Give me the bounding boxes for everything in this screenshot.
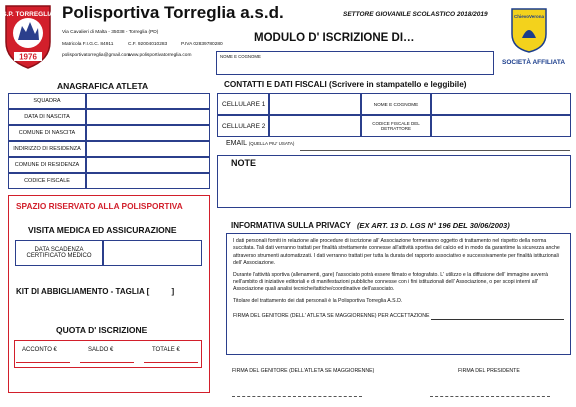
contatti-title: CONTATTI E DATI FISCALI (Scrivere in stampatello e leggibile)	[224, 80, 467, 89]
saldo-field[interactable]	[80, 362, 134, 363]
firma-accettazione-label: FIRMA DEL GENITORE (DELL' ATLETA SE MAGGIORENNE) PER ACCETTAZIONE	[233, 313, 430, 319]
privacy-box	[226, 233, 571, 355]
quota-table	[14, 340, 202, 368]
codice-fiscale-detrattore-label: CODICE FISCALE DEL DETRATTORE	[361, 115, 431, 137]
club-logo-year: 1976	[19, 52, 37, 62]
nome-cognome-label: NOME E COGNOME	[220, 54, 261, 59]
firma-genitore-label: FIRMA DEL GENITORE (DELL'ATLETA SE MAGGIORENNE)	[232, 368, 375, 374]
anagrafica-field[interactable]	[86, 141, 210, 157]
totale-field[interactable]	[144, 362, 198, 363]
anagrafica-label: INDIRIZZO DI RESIDENZA	[8, 141, 86, 157]
privacy-title: INFORMATIVA SULLA PRIVACY (EX ART. 13 D. LGS N° 196 DEL 30/06/2003)	[231, 221, 510, 230]
cellulare-2-label: CELLULARE 2	[217, 115, 269, 137]
firma-presidente-field[interactable]	[430, 396, 550, 397]
saldo-label: SALDO €	[88, 347, 114, 353]
visita-title: VISITA MEDICA ED ASSICURAZIONE	[28, 225, 177, 235]
anagrafica-label: SQUADRA	[8, 93, 86, 109]
scadenza-field[interactable]	[103, 240, 202, 266]
cellulare-1-label: CELLULARE 1	[217, 93, 269, 115]
privacy-paragraph-3: Titolare del trattamento dei dati personali è la Polisportiva Torreglia A.S.D.	[233, 297, 403, 304]
anagrafica-label: COMUNE DI NASCITA	[8, 125, 86, 141]
settore-label: SETTORE GIOVANILE SCOLASTICO 2018/2019	[343, 11, 488, 18]
anagrafica-field[interactable]	[86, 109, 210, 125]
firma-presidente-label: FIRMA DEL PRESIDENTE	[458, 368, 520, 374]
club-matricola: Matricola F.I.G.C. 84911	[62, 42, 114, 47]
anagrafica-field[interactable]	[86, 157, 210, 173]
anagrafica-label: COMUNE DI RESIDENZA	[8, 157, 86, 173]
acconto-field[interactable]	[16, 362, 70, 363]
anagrafica-field[interactable]	[86, 173, 210, 189]
anagrafica-label: CODICE FISCALE	[8, 173, 86, 189]
module-title: MODULO D' ISCRIZIONE DI…	[254, 32, 415, 44]
nome-cognome-field[interactable]	[216, 51, 494, 75]
scadenza-label: DATA SCADENZA CERTIFICATO MEDICO	[15, 240, 103, 266]
anagrafica-title: ANAGRAFICA ATLETA	[57, 81, 149, 91]
club-web: www.polisportivatorreglia.com	[128, 53, 192, 58]
riservato-title: SPAZIO RISERVATO ALLA POLISPORTIVA	[16, 201, 183, 211]
privacy-paragraph-2: Durante l'attività sportiva (allenamenti, gare) l'associato potrà essere filmato e fotografato. L' utilizzo e la diffusione dell' immagine avverrà nell'ambito di iniziative editoriali e di manifestazioni pubbliche connesse con i fini istituzionali dell' Associazione, o per scopi interni all' Associazione quali analisi tecniche/tattiche/coordinative dell'associato.	[233, 271, 548, 293]
club-address: Via Cavalieri di Malta - 35038 - Torreglia (PD)	[62, 30, 159, 35]
firma-accettazione-field[interactable]	[431, 314, 564, 320]
note-field[interactable]	[217, 155, 571, 208]
acconto-label: ACCONTO €	[22, 347, 57, 353]
club-logo	[2, 2, 54, 70]
totale-label: TOTALE €	[152, 347, 180, 353]
firma-genitore-field[interactable]	[232, 396, 362, 397]
club-cf: C.F. 92004010283	[128, 42, 168, 47]
club-title: Polisportiva Torreglia a.s.d.	[62, 3, 284, 22]
partner-logo	[508, 6, 550, 54]
cellulare-1-field[interactable]	[269, 93, 361, 115]
anagrafica-field[interactable]	[86, 125, 210, 141]
club-logo-text: S.P. TORREGLIA	[2, 11, 54, 18]
email-note: (QUELLA PIU' USATA)	[248, 141, 295, 146]
codice-fiscale-detrattore-field[interactable]	[431, 115, 571, 137]
privacy-paragraph-1: I dati personali forniti in relazione alle procedure di iscrizione all' Associazione formeranno oggetto di trattamento nel rispetto della norma succitata. Tali dati verranno trattati per finalità strettamente connesse all'attività sportiva del calcio ed in modo da garantirne la sicurezza anche attraverso strumenti automatizzati. I dati verranno trattati per tutta la durata del rapporto associativo e successivamente per finalità istituzionali dell' Associazione.	[233, 238, 560, 267]
kit-label: KIT DI ABBIGLIAMENTO - TAGLIA [ ]	[16, 287, 175, 296]
contatti-nome-field[interactable]	[431, 93, 571, 115]
anagrafica-label: DATA DI NASCITA	[8, 109, 86, 125]
email-label: EMAIL (QUELLA PIU' USATA)	[226, 140, 295, 147]
email-field[interactable]	[300, 150, 570, 151]
privacy-ref: (EX ART. 13 D. LGS N° 196 DEL 30/06/2003)	[356, 221, 510, 230]
club-piva: P.IVA 02839780280	[181, 42, 223, 47]
note-label: NOTE	[231, 158, 257, 168]
partner-label: SOCIETÀ AFFILIATA	[502, 59, 566, 66]
contatti-nome-label: NOME E COGNOME	[361, 93, 431, 115]
anagrafica-field[interactable]	[86, 93, 210, 109]
cellulare-2-field[interactable]	[269, 115, 361, 137]
partner-logo-text: ChievoVerona	[513, 14, 545, 19]
quota-title: QUOTA D' ISCRIZIONE	[56, 325, 148, 335]
club-email: polisportivatorreglia@gmail.com	[62, 53, 131, 58]
